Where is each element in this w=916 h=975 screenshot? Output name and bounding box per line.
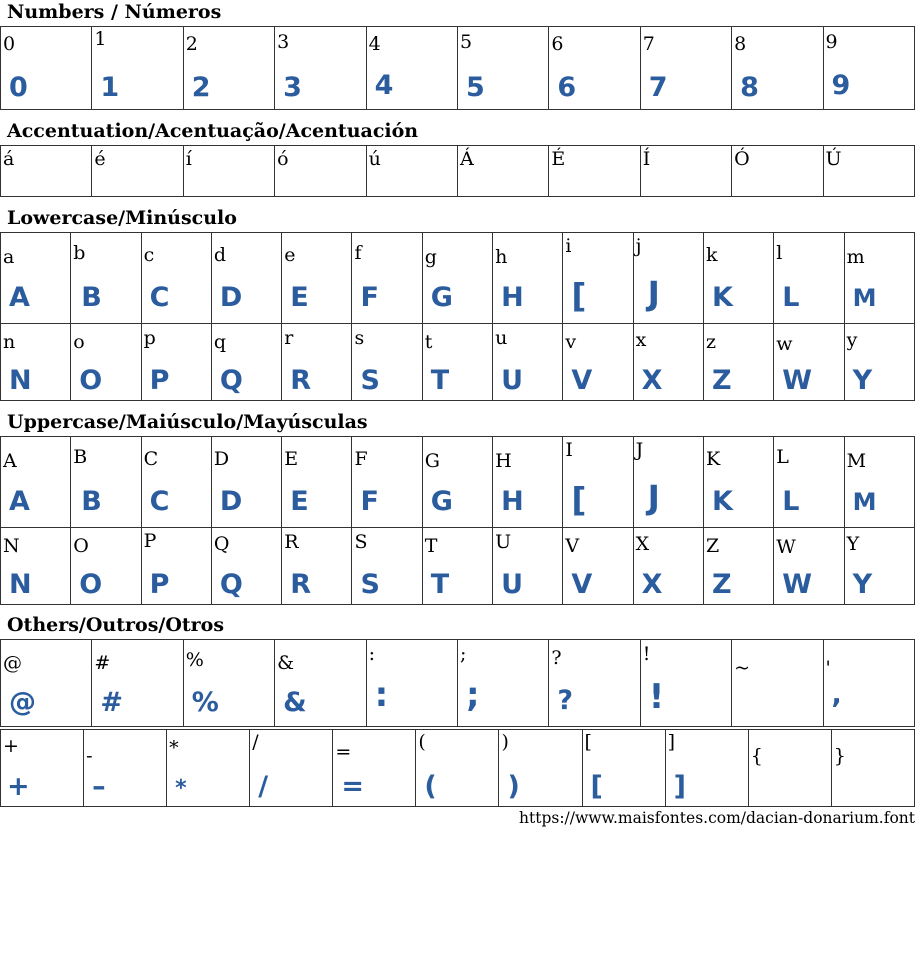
glyph-preview: A (9, 282, 30, 313)
glyph-cell (549, 640, 640, 727)
glyph-cell (1, 640, 92, 727)
glyph-cell (84, 730, 167, 807)
glyph-cell (457, 640, 548, 727)
char-label: j (635, 235, 642, 257)
section-title-uppercase: Uppercase/Maiúsculo/Mayúsculas (7, 411, 368, 433)
char-label: b (73, 242, 86, 264)
glyph-preview: W (782, 569, 813, 600)
glyph-cell (282, 528, 352, 605)
glyph-cell (549, 146, 640, 197)
section-title-lowercase: Lowercase/Minúsculo (7, 207, 237, 229)
glyph-cell (422, 437, 492, 528)
glyph-cell (71, 437, 141, 528)
glyph-preview: Y (852, 365, 873, 396)
glyph-preview: 2 (191, 72, 211, 103)
char-label: P (143, 530, 157, 552)
char-label: B (73, 446, 88, 468)
glyph-preview: T (430, 365, 450, 396)
glyph-preview: & (283, 687, 307, 718)
glyph-cell (493, 324, 563, 401)
char-label: ó (277, 148, 289, 170)
char-label: Á (459, 148, 474, 170)
glyph-cell (703, 324, 773, 401)
glyph-cell (1, 27, 92, 110)
uppercase-row-2 (1, 528, 915, 605)
glyph-preview: C (149, 486, 170, 517)
source-url: https://www.maisfontes.com/dacian-donarium.font (519, 809, 915, 827)
glyph-preview: ] (673, 771, 686, 802)
glyph-preview: , (831, 679, 842, 710)
glyph-cell (844, 528, 914, 605)
char-label: h (495, 246, 508, 268)
glyph-preview: G (430, 486, 453, 517)
char-label: } (833, 745, 846, 767)
glyph-preview: T (430, 569, 450, 600)
char-label: C (143, 448, 159, 470)
char-label: d (213, 244, 227, 266)
glyph-preview: ! (648, 677, 665, 717)
glyph-preview: Y (852, 569, 873, 600)
glyph-cell (167, 730, 250, 807)
glyph-preview: ( (424, 771, 437, 802)
glyph-cell (823, 640, 914, 727)
glyph-cell (352, 324, 422, 401)
glyph-cell (352, 437, 422, 528)
char-label: é (94, 148, 106, 170)
glyph-preview: U (501, 365, 524, 396)
others-row-1 (1, 640, 915, 727)
glyph-cell (493, 528, 563, 605)
glyph-cell (633, 233, 703, 324)
others-row-2 (1, 730, 915, 807)
glyph-cell (183, 640, 274, 727)
char-label: w (776, 333, 793, 355)
glyph-preview: H (501, 282, 524, 313)
glyph-cell (211, 233, 281, 324)
char-label: Ú (825, 148, 842, 170)
others-table-1 (0, 639, 915, 727)
glyph-preview: D (219, 282, 243, 313)
glyph-cell (774, 233, 844, 324)
char-label: 8 (734, 33, 747, 55)
glyph-cell (352, 528, 422, 605)
glyph-cell (352, 233, 422, 324)
glyph-cell (141, 233, 211, 324)
char-label: E (284, 448, 299, 470)
char-label: í (185, 148, 192, 170)
glyph-preview: X (641, 365, 663, 396)
glyph-cell (499, 730, 582, 807)
glyph-preview: B (81, 282, 102, 313)
glyph-cell (422, 324, 492, 401)
glyph-preview: 3 (283, 72, 302, 103)
glyph-cell (844, 324, 914, 401)
glyph-preview: 0 (9, 72, 28, 103)
glyph-cell (211, 324, 281, 401)
glyph-cell (563, 324, 633, 401)
glyph-preview: [ (590, 771, 603, 802)
glyph-preview: S (360, 365, 380, 396)
glyph-cell (92, 27, 183, 110)
glyph-preview: % (191, 687, 219, 718)
char-label: S (354, 531, 368, 553)
char-label: X (635, 533, 650, 555)
uppercase-table (0, 436, 915, 605)
glyph-preview: * (175, 776, 187, 801)
char-label: k (705, 244, 718, 266)
glyph-cell (640, 640, 731, 727)
glyph-cell (366, 146, 457, 197)
char-label: g (424, 246, 437, 268)
glyph-cell (703, 528, 773, 605)
char-label: u (495, 327, 508, 349)
glyph-cell (282, 233, 352, 324)
char-label: ) (501, 731, 509, 753)
glyph-preview: F (360, 486, 379, 517)
char-label: z (705, 331, 716, 353)
glyph-preview: / (258, 771, 269, 802)
char-label: * (169, 737, 179, 759)
glyph-preview: Z (711, 569, 732, 600)
char-label: É (551, 148, 566, 170)
glyph-preview: N (9, 365, 32, 396)
char-label: 6 (551, 33, 564, 55)
glyph-cell (823, 27, 914, 110)
char-label: s (354, 327, 365, 349)
char-label: U (495, 531, 512, 553)
glyph-cell (71, 233, 141, 324)
char-label: H (495, 450, 512, 472)
glyph-cell (211, 528, 281, 605)
char-label: [ (584, 731, 592, 753)
char-label: O (73, 535, 89, 557)
char-label: Y (846, 533, 860, 555)
glyph-preview: O (79, 569, 103, 600)
char-label: q (213, 331, 227, 353)
char-label: ; (459, 643, 467, 665)
glyph-cell (831, 730, 914, 807)
glyph-cell (665, 730, 748, 807)
glyph-cell (250, 730, 333, 807)
glyph-cell (582, 730, 665, 807)
glyph-cell (183, 146, 274, 197)
char-label: p (143, 327, 156, 349)
char-label: / (252, 731, 259, 753)
glyph-preview: ; (465, 675, 480, 715)
char-label: + (3, 735, 19, 757)
glyph-cell (282, 324, 352, 401)
lowercase-row-1 (1, 233, 915, 324)
glyph-cell (366, 640, 457, 727)
glyph-cell (563, 233, 633, 324)
glyph-preview: J (647, 274, 660, 313)
glyph-preview: K (711, 486, 733, 517)
glyph-preview: Q (219, 365, 243, 396)
char-label: ? (551, 647, 562, 669)
glyph-preview: + (7, 771, 30, 802)
char-label: Z (705, 535, 720, 557)
glyph-cell (457, 146, 548, 197)
glyph-cell (563, 437, 633, 528)
glyph-preview: 5 (465, 72, 485, 103)
glyph-preview: A (9, 486, 30, 517)
char-label: F (354, 448, 368, 470)
char-label: 5 (459, 31, 473, 53)
glyph-preview: E (290, 282, 309, 313)
glyph-cell (275, 640, 366, 727)
glyph-cell (774, 324, 844, 401)
glyph-cell (774, 528, 844, 605)
char-label: I (565, 439, 573, 461)
glyph-preview: @ (9, 687, 36, 718)
glyph-preview: G (430, 282, 453, 313)
glyph-cell (640, 27, 731, 110)
char-label: - (86, 745, 93, 767)
glyph-cell (141, 324, 211, 401)
char-label: ~ (734, 657, 751, 679)
glyph-preview: R (290, 365, 311, 396)
glyph-preview: P (149, 569, 170, 600)
glyph-preview: ? (557, 685, 574, 716)
glyph-preview: F (360, 282, 379, 313)
char-label: & (277, 652, 295, 674)
glyph-preview: W (782, 365, 813, 396)
char-label: 3 (277, 31, 290, 53)
lowercase-table (0, 232, 915, 401)
glyph-cell (1, 324, 71, 401)
glyph-cell (211, 437, 281, 528)
glyph-cell (92, 640, 183, 727)
glyph-preview: 1 (100, 72, 120, 103)
char-label: R (284, 531, 299, 553)
glyph-cell (563, 528, 633, 605)
glyph-cell (366, 27, 457, 110)
char-label: 2 (185, 33, 198, 55)
char-label: 0 (3, 33, 16, 55)
glyph-preview: [ (571, 276, 587, 315)
glyph-preview: S (360, 569, 380, 600)
glyph-cell (633, 437, 703, 528)
glyph-cell (71, 324, 141, 401)
char-label: e (284, 244, 296, 266)
glyph-cell (549, 27, 640, 110)
char-label: c (143, 244, 155, 266)
section-title-numbers: Numbers / Números (7, 1, 222, 23)
numbers-row (1, 27, 915, 110)
char-label: i (565, 235, 572, 257)
glyph-preview: # (100, 687, 124, 718)
char-label: y (846, 329, 858, 351)
glyph-cell (333, 730, 416, 807)
glyph-cell (71, 528, 141, 605)
glyph-preview: 6 (557, 72, 577, 103)
char-label: 1 (94, 28, 107, 50)
accentuation-row (1, 146, 915, 197)
char-label: K (705, 448, 721, 470)
glyph-preview: C (149, 282, 170, 313)
glyph-cell (774, 437, 844, 528)
glyph-preview: L (782, 486, 800, 517)
char-label: W (776, 536, 796, 558)
glyph-cell (92, 146, 183, 197)
lowercase-row-2 (1, 324, 915, 401)
others-table-2 (0, 729, 915, 807)
char-label: l (776, 242, 783, 264)
uppercase-row-1 (1, 437, 915, 528)
char-label: ( (418, 731, 426, 753)
glyph-preview: E (290, 486, 309, 517)
glyph-cell (416, 730, 499, 807)
section-title-accentuation: Accentuation/Acentuação/Acentuación (7, 120, 419, 142)
glyph-cell (1, 730, 84, 807)
char-label: o (73, 331, 85, 353)
glyph-cell (703, 437, 773, 528)
glyph-cell (275, 146, 366, 197)
glyph-cell (422, 528, 492, 605)
glyph-preview: M (852, 284, 877, 312)
char-label: N (3, 535, 20, 557)
glyph-preview: Z (711, 365, 732, 396)
char-label: M (846, 450, 867, 472)
glyph-cell (823, 146, 914, 197)
glyph-preview: ) (507, 771, 520, 802)
glyph-cell (732, 146, 823, 197)
char-label: m (846, 246, 865, 268)
char-label: A (3, 450, 17, 472)
accentuation-table (0, 145, 915, 197)
glyph-preview: U (501, 569, 524, 600)
glyph-cell (275, 27, 366, 110)
char-label: G (424, 450, 440, 472)
char-label: % (185, 649, 204, 671)
char-label: a (3, 246, 15, 268)
char-label: t (424, 331, 433, 353)
glyph-preview: B (81, 486, 102, 517)
char-label: 4 (368, 33, 381, 55)
char-label: Í (642, 148, 651, 170)
glyph-preview: 4 (374, 70, 394, 101)
char-label: T (424, 535, 438, 557)
char-label: ' (825, 657, 831, 679)
glyph-preview: 9 (831, 70, 851, 101)
char-label: v (565, 331, 577, 353)
glyph-cell (141, 437, 211, 528)
glyph-preview: V (571, 569, 593, 600)
glyph-preview: D (219, 486, 243, 517)
char-label: J (635, 439, 644, 461)
char-label: @ (3, 652, 22, 674)
glyph-cell (1, 146, 92, 197)
char-label: ] (667, 731, 676, 753)
char-label: 7 (642, 33, 655, 55)
char-label: = (335, 741, 352, 763)
glyph-preview: – (92, 771, 106, 802)
glyph-cell (141, 528, 211, 605)
glyph-cell (633, 324, 703, 401)
glyph-cell (703, 233, 773, 324)
glyph-preview: P (149, 365, 170, 396)
glyph-cell (748, 730, 831, 807)
glyph-preview: = (341, 771, 364, 802)
glyph-preview: [ (571, 480, 587, 519)
numbers-table (0, 26, 915, 110)
char-label: Ó (734, 148, 750, 170)
glyph-preview: V (571, 365, 593, 396)
glyph-cell (732, 640, 823, 727)
glyph-cell (844, 233, 914, 324)
glyph-cell (844, 437, 914, 528)
char-label: : (368, 643, 375, 665)
glyph-preview: M (852, 488, 877, 516)
glyph-preview: L (782, 282, 800, 313)
glyph-cell (1, 233, 71, 324)
glyph-cell (1, 528, 71, 605)
char-label: f (354, 242, 362, 264)
glyph-cell (493, 437, 563, 528)
glyph-cell (457, 27, 548, 110)
glyph-preview: : (374, 675, 389, 715)
glyph-cell (633, 528, 703, 605)
char-label: D (213, 448, 230, 470)
char-label: á (3, 148, 15, 170)
glyph-preview: H (501, 486, 524, 517)
char-label: 9 (825, 31, 838, 53)
glyph-cell (422, 233, 492, 324)
glyph-preview: K (711, 282, 733, 313)
char-label: n (3, 331, 16, 353)
glyph-cell (1, 437, 71, 528)
char-label: V (565, 535, 580, 557)
char-label: ! (642, 643, 651, 665)
char-label: Q (213, 533, 230, 555)
char-label: { (750, 745, 763, 767)
glyph-cell (282, 437, 352, 528)
glyph-preview: N (9, 569, 32, 600)
glyph-preview: Q (219, 569, 243, 600)
char-label: # (94, 652, 111, 674)
char-label: r (284, 327, 294, 349)
glyph-preview: O (79, 365, 103, 396)
section-title-others: Others/Outros/Otros (7, 614, 225, 636)
glyph-preview: 7 (648, 72, 668, 103)
glyph-preview: R (290, 569, 311, 600)
glyph-cell (493, 233, 563, 324)
char-label: x (635, 329, 647, 351)
glyph-preview: X (641, 569, 663, 600)
glyph-cell (732, 27, 823, 110)
glyph-preview: J (647, 478, 660, 517)
char-label: L (776, 446, 789, 468)
glyph-cell (183, 27, 274, 110)
glyph-preview: 8 (740, 72, 759, 103)
glyph-cell (640, 146, 731, 197)
char-label: ú (368, 148, 381, 170)
